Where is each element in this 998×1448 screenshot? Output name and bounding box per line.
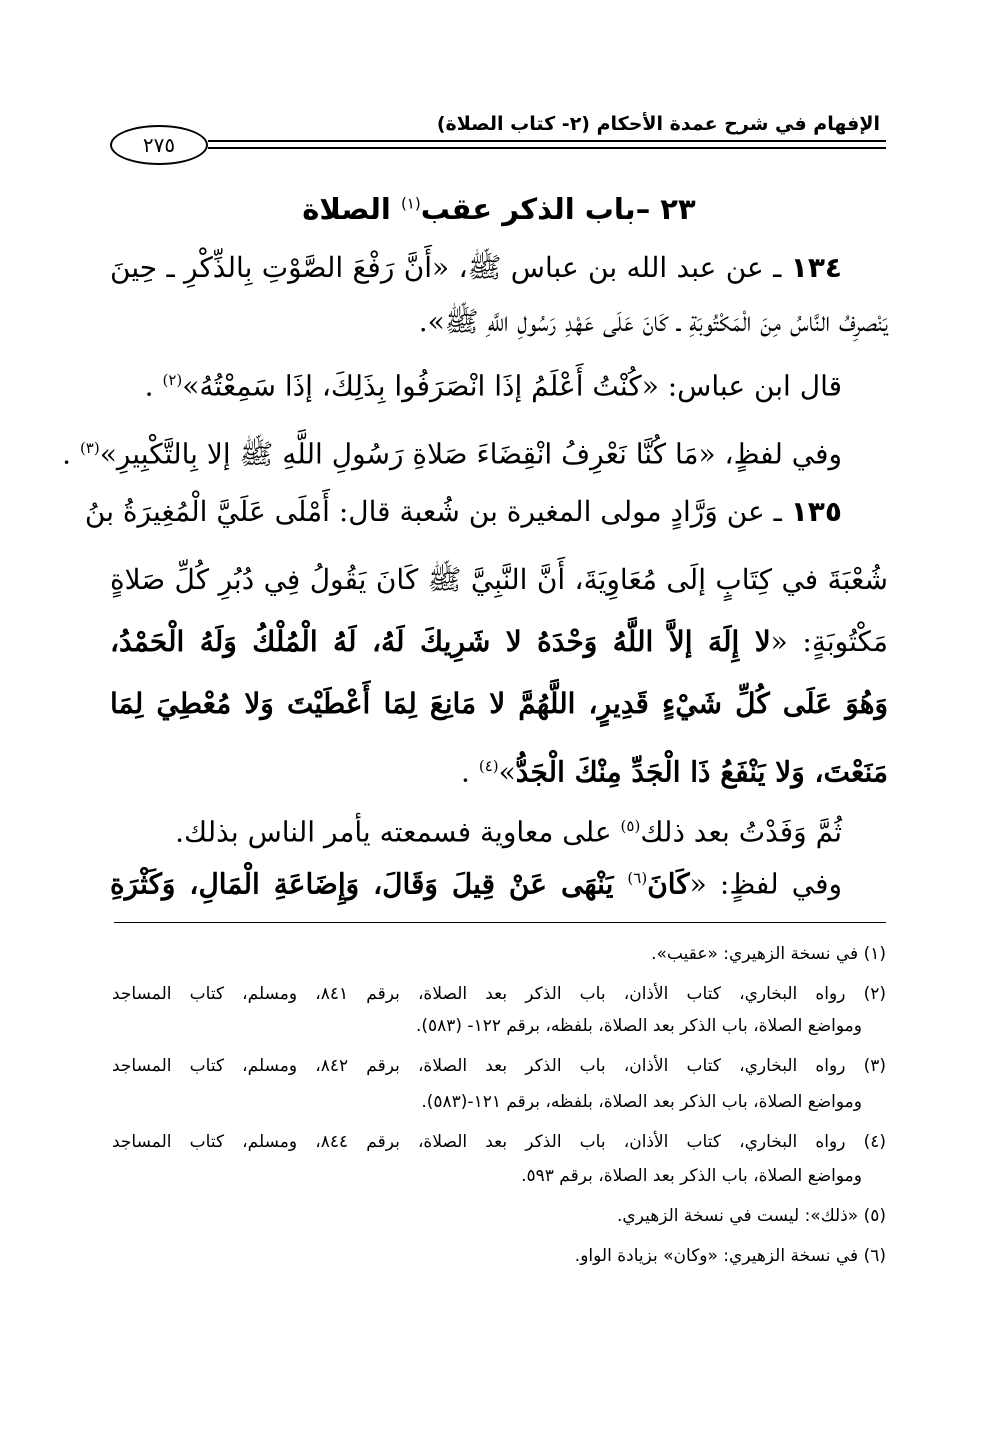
period: .	[144, 369, 163, 403]
hadith-135-line-1	[84, 492, 888, 532]
hadith-134-line-4	[62, 428, 888, 474]
hadith-135-text-2: شُعْبَةَ في كِتَابٍ إلَى مُعَاوِيَةَ، أَنَّ النَّبِيَّ ﷺ كَانَ يَقُولُ فِي دُبُرِ كُلِّ صَلاةٍ	[110, 563, 888, 596]
hadith-134-line-3	[110, 360, 888, 406]
footnote-ref-1: (١)	[400, 194, 421, 213]
dhikr-text-3: مَنَعْتَ، وَلا يَنْفَعُ ذَا الْجَدِّ مِنْكَ الْجَدُّ	[515, 755, 888, 789]
hadith-134-text-3: قال ابن عباس: «كُنْتُ أَعْلَمُ إذَا انْصَرَفُوا بِذَلِكَ، إذَا سَمِعْتُهُ»	[182, 369, 842, 403]
hadith-134-line-2	[110, 302, 888, 342]
footnote-ref-4: (٤)	[478, 757, 499, 775]
chapter-heading-text: ٢٣ –باب الذكر عقب	[420, 192, 696, 226]
hadith-135-text-7c: يَنْهَى عَنْ قِيلَ وَقَالَ، وَإِضَاعَةِ الْمَالِ، وَكَثْرَةِ	[110, 867, 628, 901]
hadith-134-text-2: يَنْصرِفُ النَّاسُ مِنَ الْمَكْتُوبَةِ ـ كَانَ عَلَى عَهْدِ رَسُولِ اللَّهِ ﷺ».	[418, 305, 888, 338]
dhikr-text-2: وَهُوَ عَلَى كُلِّ شَيْءٍ قَدِيرٍ، اللَّهُمَّ لا مَانِعَ لِمَا أَعْطَيْتَ وَلا مُعْطِيَ لِمَا	[110, 687, 888, 720]
hadith-134-text-4: وفي لفظٍ، «مَا كُنَّا نَعْرِفُ انْقِضَاءَ صَلاةِ رَسُولِ اللَّهِ ﷺ إلا بِالتَّكْبِيرِ»	[99, 437, 842, 471]
hadith-number-135: ١٣٥	[790, 495, 842, 528]
hadith-135-line-5	[110, 746, 888, 792]
footnote-ref-2: (٢)	[162, 371, 183, 389]
footnote-5: (٥) «ذلك»: ليست في نسخة الزهيري.	[617, 1206, 886, 1226]
hadith-135-line-7	[110, 858, 888, 904]
hadith-135-line-2	[110, 560, 888, 600]
chapter-heading	[110, 192, 888, 226]
running-title: الإفهام في شرح عمدة الأحكام (٢- كتاب الصلاة)	[436, 113, 880, 135]
footnote-2-line-2	[112, 1014, 886, 1038]
page-number-oval	[110, 125, 208, 165]
header-rule-bottom	[208, 147, 886, 149]
hadith-135-text-7: وفي لفظٍ: «	[689, 867, 842, 901]
header-rule-top	[208, 140, 886, 142]
page-number: ٢٧٥	[142, 133, 176, 157]
closing-quote: »	[498, 755, 516, 789]
hadith-135-text-6b: على معاوية فسمعته يأمر الناس بذلك.	[175, 815, 621, 849]
footnote-6: (٦) في نسخة الزهيري: «وكان» بزيادة الواو.	[574, 1246, 886, 1266]
hadith-134-text-1: ـ عن عبد الله بن عباس ﷺ، «أَنَّ رَفْعَ الصَّوْتِ بِالذِّكْرِ ـ حِينَ	[110, 251, 791, 284]
period: .	[461, 755, 479, 789]
footnote-4-text-2: ومواضع الصلاة، باب الذكر بعد الصلاة، برقم ٥٩٣.	[521, 1166, 862, 1186]
hadith-135-line-3	[110, 622, 888, 662]
footnote-2-text-2: ومواضع الصلاة، باب الذكر بعد الصلاة، بلفظه، برقم ١٢٢- (٥٨٣).	[415, 1016, 862, 1036]
footnote-4-line-1: (٤) رواه البخاري، كتاب الأذان، باب الذكر بعد الصلاة، برقم ٨٤٤، ومسلم، كتاب المساجد	[112, 1132, 886, 1152]
footnote-1: (١) في نسخة الزهيري: «عقيب».	[651, 944, 886, 964]
footnote-3-line-2	[112, 1090, 886, 1114]
dhikr-text-1: لا إِلَهَ إلاَّ اللَّهُ وَحْدَهُ لا شَرِيكَ لَهُ، لَهُ الْمُلْكُ وَلَهُ الْحَمْدُ،	[110, 625, 771, 658]
hadith-number-134: ١٣٤	[790, 251, 843, 284]
hadith-135-text-7b: كَانَ	[647, 867, 690, 901]
hadith-135-text-6a: ثُمَّ وَفَدْتُ بعد ذلك	[640, 815, 842, 849]
footnote-ref-3: (٣)	[79, 439, 100, 457]
footnote-3-text-2: ومواضع الصلاة، باب الذكر بعد الصلاة، بلفظه، برقم ١٢١-(٥٨٣).	[421, 1092, 862, 1112]
footnote-3-line-1: (٣) رواه البخاري، كتاب الأذان، باب الذكر بعد الصلاة، برقم ٨٤٢، ومسلم، كتاب المساجد	[112, 1056, 886, 1076]
footnote-ref-5: (٥)	[620, 817, 641, 835]
hadith-135-text-1: ـ عن وَرَّادٍ مولى المغيرة بن شُعبة قال: أَمْلَى عَلَيَّ الْمُغِيرَةُ بنُ	[84, 495, 791, 528]
footnote-2-line-1: (٢) رواه البخاري، كتاب الأذان، باب الذكر بعد الصلاة، برقم ٨٤١، ومسلم، كتاب المساجد	[112, 984, 886, 1004]
period: .	[62, 437, 80, 471]
hadith-135-line-4	[110, 684, 888, 724]
footnote-4-line-2	[112, 1164, 886, 1188]
hadith-135-line-6	[110, 806, 888, 852]
hadith-134-line-1	[110, 248, 888, 288]
hadith-135-text-3: مَكْتُوبَةٍ: «	[770, 625, 888, 658]
chapter-heading-tail: الصلاة	[302, 192, 401, 226]
footnote-separator	[114, 922, 886, 923]
footnote-ref-6: (٦)	[627, 869, 648, 887]
